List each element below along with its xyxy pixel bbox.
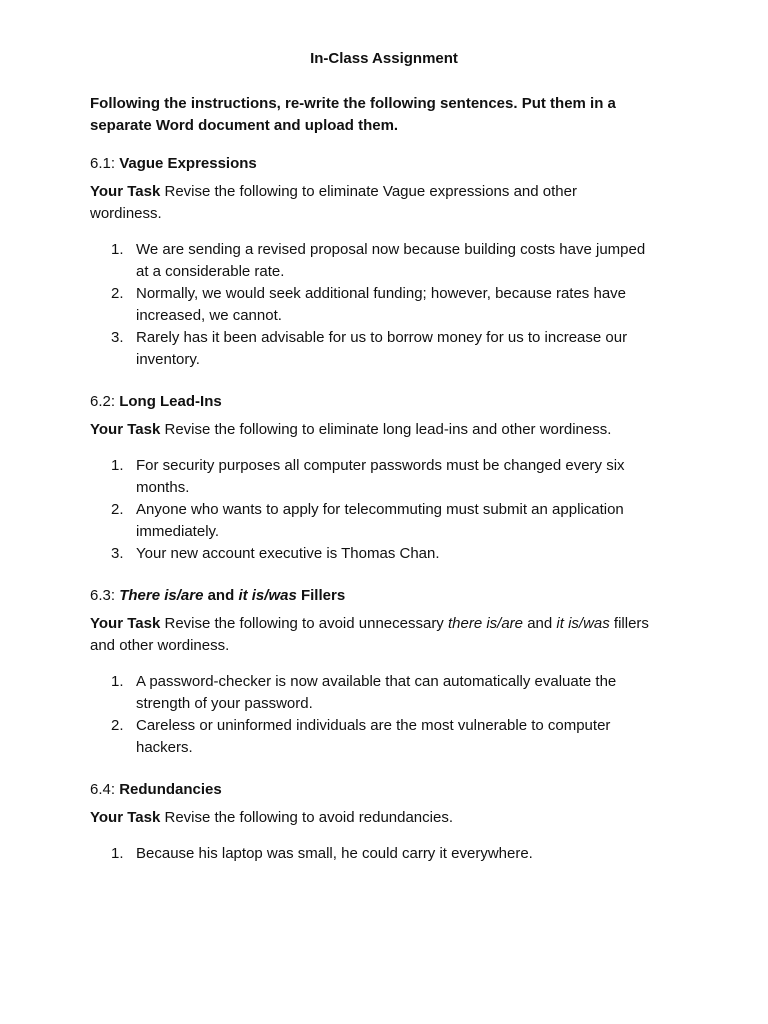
section-name-conjunction: and [207,587,235,604]
task-label: Your Task [90,183,161,200]
section-name-filler-2: it is/was [238,587,297,604]
list-item [90,283,650,327]
section-name-suffix: Fillers [300,587,346,604]
section-number: 6.4: [90,781,116,798]
exercise-list [90,843,650,865]
section-name: Redundancies [119,781,222,798]
item-number: 1. [111,457,124,474]
section-number: 6.1: [90,155,116,172]
item-text: Normally, we would seek additional funding; however, because rates have increased, we cannot. [136,285,627,324]
task-description [90,613,650,657]
section-heading [90,153,650,175]
section-name: Vague Expressions [119,155,257,172]
task-filler-2: it is/was [556,615,610,632]
item-number: 1. [111,845,124,862]
task-description [90,807,650,829]
task-text-end: fillers and other wordiness. [90,615,649,654]
section-vague-expressions [90,153,650,371]
section-name: Long Lead-Ins [119,393,222,410]
item-number: 2. [111,717,124,734]
item-text: Your new account executive is Thomas Chan. [136,545,440,562]
exercise-list [90,239,650,371]
section-number: 6.3: [90,587,116,604]
section-heading [90,585,650,607]
document-body [90,93,650,885]
list-item [90,239,650,283]
item-number: 2. [111,285,124,302]
list-item [90,455,650,499]
item-text: For security purposes all computer passwords must be changed every six months. [136,457,625,496]
item-text: Careless or uninformed individuals are the most vulnerable to computer hackers. [136,717,611,756]
section-long-lead-ins [90,391,650,565]
item-text: A password-checker is now available that can automatically evaluate the strength of your password. [136,673,617,712]
section-name-filler-1: There is/are [119,587,204,604]
item-number: 3. [111,545,124,562]
item-number: 1. [111,673,124,690]
task-label: Your Task [90,615,161,632]
section-redundancies [90,779,650,865]
task-conjunction: and [527,615,553,632]
task-description [90,419,650,441]
task-description [90,181,650,225]
assignment-instructions: Following the instructions, re-write the following sentences. Put them in a separate Word document and upload them. [90,95,616,134]
task-text: Revise the following to eliminate Vague expressions and other wordiness. [90,183,577,222]
list-item [90,671,650,715]
exercise-list [90,671,650,759]
section-fillers [90,585,650,759]
task-text: Revise the following to eliminate long lead-ins and other wordiness. [164,421,612,438]
item-text: Rarely has it been advisable for us to borrow money for us to increase our inventory. [136,329,628,368]
item-number: 1. [111,241,124,258]
task-filler-1: there is/are [447,615,524,632]
item-text: Anyone who wants to apply for telecommuting must submit an application immediately. [136,501,624,540]
list-item [90,543,650,565]
exercise-list [90,455,650,565]
section-heading [90,779,650,801]
list-item [90,715,650,759]
list-item [90,499,650,543]
item-number: 2. [111,501,124,518]
section-number: 6.2: [90,393,116,410]
task-label: Your Task [90,809,161,826]
task-text: Revise the following to avoid unnecessary [164,615,444,632]
task-text: Revise the following to avoid redundancies. [164,809,453,826]
item-text: We are sending a revised proposal now because building costs have jumped at a considerable rate. [136,241,646,280]
document-title: In-Class Assignment [310,50,458,67]
item-number: 3. [111,329,124,346]
section-heading [90,391,650,413]
list-item [90,327,650,371]
task-label: Your Task [90,421,161,438]
item-text: Because his laptop was small, he could carry it everywhere. [136,845,533,862]
list-item [90,843,650,865]
